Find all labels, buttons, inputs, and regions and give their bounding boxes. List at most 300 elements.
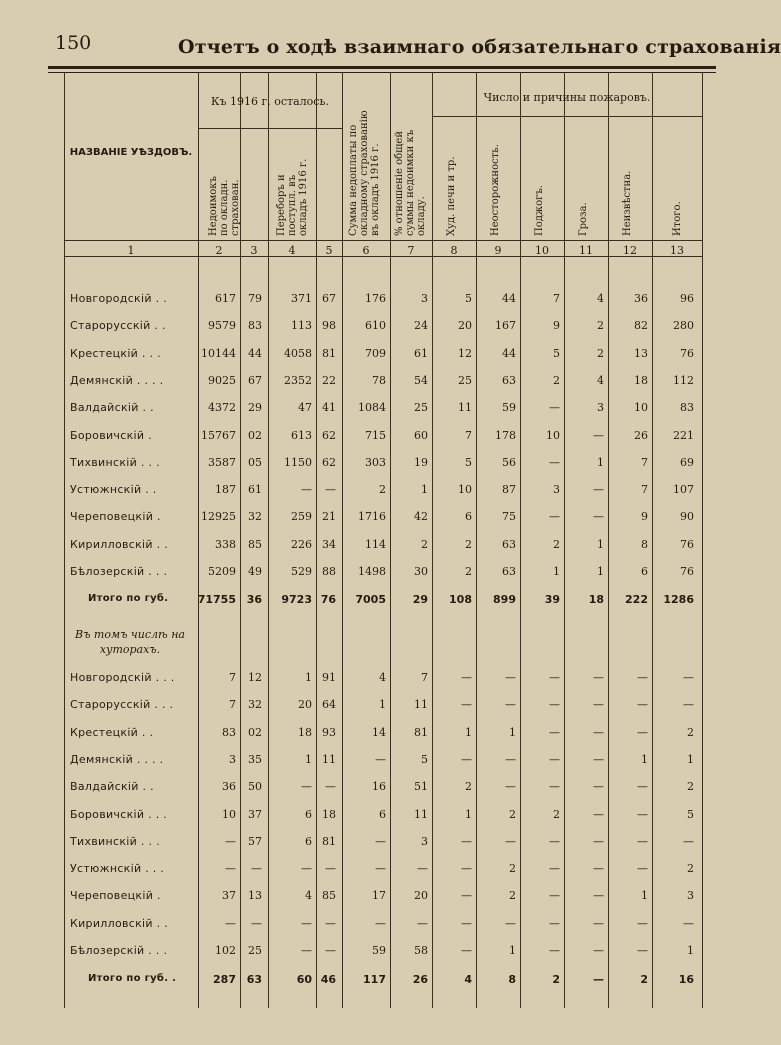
table-cell: 8 <box>508 973 516 986</box>
table-cell: — <box>461 862 472 876</box>
table-cell: 59 <box>372 944 386 957</box>
table-cell: 05 <box>248 455 262 469</box>
table-cell: 9723 <box>281 593 312 606</box>
table-cell: 81 <box>414 725 428 739</box>
table-cell: 32 <box>248 510 262 524</box>
table-row <box>0 889 716 909</box>
table-cell: — <box>251 862 262 876</box>
table-cell: 226 <box>291 537 312 551</box>
table-cell: 02 <box>248 725 262 739</box>
table-cell: 26 <box>412 973 428 986</box>
table-cell: — <box>505 698 516 712</box>
table-cell: — <box>549 862 560 876</box>
table-cell: — <box>593 510 604 524</box>
table-cell: 34 <box>322 537 336 551</box>
table-row <box>0 292 716 312</box>
table-cell: 1 <box>553 565 560 578</box>
table-cell: — <box>549 889 560 903</box>
table-cell: 50 <box>248 780 262 794</box>
table-row <box>0 319 716 339</box>
table-row <box>0 671 716 691</box>
table-cell: — <box>325 862 336 876</box>
table-cell: 75 <box>502 510 516 524</box>
table-cell: 25 <box>248 944 262 957</box>
table-cell: 114 <box>365 537 386 551</box>
table-cell: 221 <box>673 428 694 442</box>
header-otnoshenie: % отношеніе общей суммы недоимки къ окладу. <box>394 129 427 236</box>
table-cell: 90 <box>680 510 694 524</box>
top-rule <box>48 66 716 69</box>
table-cell: 1 <box>641 752 648 766</box>
table-cell: — <box>593 944 604 957</box>
table-cell: — <box>593 889 604 903</box>
table-cell: — <box>325 944 336 957</box>
table-cell: 21 <box>322 510 336 524</box>
table-cell: 79 <box>248 292 262 305</box>
table-cell: 2 <box>553 373 560 387</box>
table-cell: — <box>593 725 604 739</box>
table-row <box>0 565 716 585</box>
table-cell: 8 <box>641 537 648 551</box>
table-cell: 30 <box>414 565 428 578</box>
table-cell: 6 <box>379 807 386 821</box>
table-cell: — <box>325 780 336 794</box>
table-cell: — <box>637 862 648 876</box>
table-cell: 2 <box>465 780 472 794</box>
table-cell: 2 <box>421 537 428 551</box>
table-cell: — <box>593 698 604 712</box>
table-cell: 1498 <box>358 565 386 578</box>
table-cell: 81 <box>322 346 336 360</box>
table-cell: 22 <box>322 373 336 387</box>
table-cell: 1 <box>465 725 472 739</box>
district-name: Боровичскій . . . <box>70 807 168 821</box>
table-cell: 44 <box>248 346 262 360</box>
table-cell: 5209 <box>208 565 236 578</box>
table-cell: 2 <box>640 973 648 986</box>
table-cell: — <box>375 862 386 876</box>
table-cell: — <box>683 834 694 848</box>
table-cell: 96 <box>680 292 694 305</box>
table-cell: 36 <box>222 780 236 794</box>
table-cell: 3 <box>229 752 236 766</box>
table-row <box>0 726 716 746</box>
table-cell: 20 <box>298 698 312 712</box>
table-cell: — <box>593 834 604 848</box>
table-cell: 2 <box>509 807 516 821</box>
district-name: Кирилловскій . . <box>70 537 169 551</box>
table-cell: 37 <box>222 889 236 903</box>
table-cell: 617 <box>215 292 236 305</box>
table-cell: 3 <box>421 292 428 305</box>
table-cell: 60 <box>414 428 428 442</box>
table-cell: 25 <box>414 401 428 415</box>
table-cell: 12925 <box>201 510 236 524</box>
table-row <box>0 538 716 558</box>
table-cell: 87 <box>502 483 516 497</box>
table-cell: 7005 <box>355 593 386 606</box>
table-cell: — <box>461 671 472 684</box>
table-cell: — <box>417 916 428 930</box>
table-cell: — <box>637 834 648 848</box>
table-cell: 9 <box>641 510 648 524</box>
table-row <box>0 780 716 800</box>
table-cell: 32 <box>248 698 262 712</box>
district-name: Валдайскій . . <box>70 401 154 415</box>
header-neizv: Неизвѣстна. <box>622 170 633 236</box>
table-cell: 1 <box>597 565 604 578</box>
table-cell: 7 <box>553 292 560 305</box>
table-cell: 62 <box>322 428 336 442</box>
header-hud: Худ. печи и тр. <box>446 156 457 236</box>
table-cell: 2 <box>465 565 472 578</box>
table-cell: — <box>505 834 516 848</box>
table-cell: — <box>549 698 560 712</box>
table-cell: 2 <box>553 807 560 821</box>
table-cell: 117 <box>363 973 386 986</box>
table-cell: 5 <box>465 455 472 469</box>
table-cell: 16 <box>678 973 694 986</box>
table-cell: — <box>549 510 560 524</box>
table-cell: 10 <box>546 428 560 442</box>
table-cell: 187 <box>215 483 236 497</box>
table-cell: — <box>637 698 648 712</box>
table-cell: 69 <box>680 455 694 469</box>
table-cell: — <box>505 780 516 794</box>
table-cell: 5 <box>553 346 560 360</box>
table-cell: 3 <box>421 834 428 848</box>
table-cell: 44 <box>502 292 516 305</box>
table-cell: 2352 <box>284 373 312 387</box>
table-cell: — <box>461 698 472 712</box>
table-cell: — <box>301 916 312 930</box>
district-name: Старорусскій . . <box>70 319 166 333</box>
table-cell: — <box>549 916 560 930</box>
table-cell: — <box>251 916 262 930</box>
grid-hline <box>432 116 702 117</box>
table-cell: 2 <box>597 319 604 333</box>
table-cell: 83 <box>222 725 236 739</box>
table-cell: 02 <box>248 428 262 442</box>
table-cell: 42 <box>414 510 428 524</box>
table-cell: — <box>549 401 560 415</box>
column-number: 3 <box>250 244 258 257</box>
table-cell: 1 <box>687 944 694 957</box>
table-cell: — <box>301 944 312 957</box>
table-cell: 19 <box>414 455 428 469</box>
table-cell: 91 <box>322 671 336 684</box>
table-cell: 54 <box>414 373 428 387</box>
table-cell: 108 <box>449 593 472 606</box>
table-cell: 44 <box>502 346 516 360</box>
table-cell: 2 <box>509 889 516 903</box>
table-cell: 1 <box>305 671 312 684</box>
table-cell: — <box>375 916 386 930</box>
table-cell: 93 <box>322 725 336 739</box>
table-cell: 167 <box>495 319 516 333</box>
table-row <box>0 510 716 530</box>
table-cell: — <box>683 698 694 712</box>
table-cell: 11 <box>414 698 428 712</box>
table-cell: 2 <box>687 862 694 876</box>
table-cell: — <box>593 483 604 497</box>
table-cell: 3 <box>687 889 694 903</box>
header-nedoimok: Недоимокъ по окладн. страхован. <box>208 176 241 236</box>
table-cell: 41 <box>322 401 336 415</box>
table-cell: — <box>461 889 472 903</box>
table-cell: 60 <box>296 973 312 986</box>
table-cell: 83 <box>248 319 262 333</box>
table-cell: 63 <box>502 537 516 551</box>
table-row <box>0 429 716 449</box>
table-cell: — <box>637 780 648 794</box>
column-number: 4 <box>288 244 296 257</box>
table-cell: — <box>683 916 694 930</box>
table-cell: 4 <box>379 671 386 684</box>
district-name: Демянскій . . . . <box>70 373 164 387</box>
table-cell: — <box>225 834 236 848</box>
table-cell: 7 <box>641 455 648 469</box>
table-cell: 1084 <box>358 401 386 415</box>
district-name: Череповецкій . <box>70 889 161 903</box>
table-cell: 11 <box>458 401 472 415</box>
table-row <box>0 456 716 476</box>
table-cell: 715 <box>365 428 386 442</box>
table-cell: 4 <box>464 973 472 986</box>
table-row <box>0 835 716 855</box>
column-number: 1 <box>127 244 135 257</box>
table-cell: 2 <box>552 973 560 986</box>
district-name: Устюжнскій . . . <box>70 862 165 876</box>
column-number: 12 <box>623 244 637 257</box>
district-name: Кирилловскій . . <box>70 916 169 930</box>
table-cell: — <box>301 483 312 497</box>
table-cell: 36 <box>634 292 648 305</box>
district-name: Итого по губ. . <box>88 973 177 984</box>
table-row <box>0 347 716 367</box>
table-cell: 709 <box>365 346 386 360</box>
district-name: Старорусскій . . . <box>70 698 174 712</box>
table-cell: 1 <box>509 725 516 739</box>
table-cell: 71755 <box>197 593 236 606</box>
table-cell: 1 <box>597 455 604 469</box>
table-cell: 4372 <box>208 401 236 415</box>
table-cell: 39 <box>544 593 560 606</box>
table-cell: 18 <box>588 593 604 606</box>
table-cell: — <box>637 807 648 821</box>
table-cell: — <box>637 944 648 957</box>
table-cell: 76 <box>320 593 336 606</box>
table-cell: 9025 <box>208 373 236 387</box>
table-cell: — <box>375 834 386 848</box>
table-cell: 10 <box>634 401 648 415</box>
table-cell: 7 <box>229 671 236 684</box>
table-cell: — <box>225 916 236 930</box>
table-cell: 2 <box>465 537 472 551</box>
table-cell: 1 <box>641 889 648 903</box>
table-cell: — <box>683 671 694 684</box>
district-name: Итого по губ. <box>88 593 169 604</box>
table-cell: 4 <box>597 292 604 305</box>
table-cell: 107 <box>673 483 694 497</box>
table-cell: 24 <box>414 319 428 333</box>
table-cell: — <box>301 780 312 794</box>
table-cell: 5 <box>421 752 428 766</box>
grid-hline <box>64 240 702 241</box>
table-cell: — <box>461 916 472 930</box>
table-cell: 16 <box>372 780 386 794</box>
table-cell: 81 <box>322 834 336 848</box>
table-cell: 7 <box>641 483 648 497</box>
table-cell: 3 <box>597 401 604 415</box>
grid-hline <box>198 128 342 129</box>
table-row <box>0 401 716 421</box>
table-cell: 6 <box>305 834 312 848</box>
header-podzhog: Поджогъ. <box>534 185 545 236</box>
table-cell: 1 <box>465 807 472 821</box>
table-cell: 9579 <box>208 319 236 333</box>
table-row <box>0 917 716 937</box>
header-itogo: Итого. <box>672 201 683 236</box>
table-cell: 29 <box>248 401 262 415</box>
table-cell: 1 <box>305 752 312 766</box>
table-cell: — <box>593 807 604 821</box>
table-cell: 287 <box>213 973 236 986</box>
table-cell: 61 <box>248 483 262 497</box>
table-cell: 14 <box>372 725 386 739</box>
table-cell: 1 <box>421 483 428 497</box>
header-perebor: Переборъ и поступл. въ окладъ 1916 г. <box>276 158 309 236</box>
table-cell: 10144 <box>201 346 236 360</box>
page-title: Отчетъ о ходѣ взаимнаго обязательнаго страхованія <box>178 36 781 58</box>
table-cell: 67 <box>248 373 262 387</box>
district-name: Новгородскій . . <box>70 292 167 305</box>
table-cell: 12 <box>248 671 262 684</box>
table-cell: 7 <box>421 671 428 684</box>
table-cell: 1 <box>509 944 516 957</box>
table-cell: 20 <box>458 319 472 333</box>
district-name: Тихвинскій . . . <box>70 834 160 848</box>
table-cell: — <box>505 671 516 684</box>
table-cell: 899 <box>493 593 516 606</box>
table-cell: 10 <box>222 807 236 821</box>
table-cell: 26 <box>634 428 648 442</box>
table-cell: 3 <box>553 483 560 497</box>
table-cell: 63 <box>502 373 516 387</box>
table-cell: 10 <box>458 483 472 497</box>
table-cell: 64 <box>322 698 336 712</box>
table-cell: 82 <box>634 319 648 333</box>
table-cell: — <box>549 725 560 739</box>
table-cell: — <box>325 483 336 497</box>
table-row <box>0 808 716 828</box>
district-name: Устюжнскій . . <box>70 483 157 497</box>
total-row <box>0 973 716 993</box>
table-cell: 2 <box>687 780 694 794</box>
table-cell: 4 <box>305 889 312 903</box>
table-cell: 18 <box>634 373 648 387</box>
table-cell: — <box>549 752 560 766</box>
table-row <box>0 698 716 718</box>
table-cell: 36 <box>246 593 262 606</box>
table-cell: 2 <box>597 346 604 360</box>
table-cell: 2 <box>509 862 516 876</box>
table-cell: 12 <box>458 346 472 360</box>
column-number: 5 <box>325 244 333 257</box>
table-cell: — <box>637 725 648 739</box>
table-cell: 35 <box>248 752 262 766</box>
table-cell: — <box>593 916 604 930</box>
table-cell: 76 <box>680 346 694 360</box>
table-cell: 13 <box>634 346 648 360</box>
table-row <box>0 944 716 964</box>
table-cell: 1150 <box>284 455 312 469</box>
table-cell: 4058 <box>284 346 312 360</box>
table-cell: — <box>549 834 560 848</box>
table-cell: 83 <box>680 401 694 415</box>
table-cell: 76 <box>680 565 694 578</box>
table-cell: 98 <box>322 319 336 333</box>
table-cell: 37 <box>248 807 262 821</box>
header-neostor: Неосторожность. <box>490 144 501 236</box>
table-cell: 2 <box>379 483 386 497</box>
table-cell: — <box>593 862 604 876</box>
table-cell: — <box>325 916 336 930</box>
header-name: НАЗВАНІЕ УѢЗДОВЪ. <box>69 147 193 158</box>
table-cell: 25 <box>458 373 472 387</box>
district-name: Крестецкій . . <box>70 725 154 739</box>
table-cell: 1 <box>687 752 694 766</box>
table-cell: 61 <box>414 346 428 360</box>
table-cell: — <box>461 752 472 766</box>
table-cell: 88 <box>322 565 336 578</box>
table-cell: 371 <box>291 292 312 305</box>
table-cell: — <box>593 973 604 986</box>
table-cell: 1286 <box>663 593 694 606</box>
table-cell: 18 <box>322 807 336 821</box>
table-cell: 2 <box>553 537 560 551</box>
table-cell: 63 <box>502 565 516 578</box>
column-number: 6 <box>362 244 370 257</box>
table-cell: 67 <box>322 292 336 305</box>
table-cell: — <box>593 428 604 442</box>
table-cell: 4 <box>597 373 604 387</box>
table-cell: — <box>593 752 604 766</box>
table-cell: 303 <box>365 455 386 469</box>
table-cell: 259 <box>291 510 312 524</box>
district-name: Бѣлозерскій . . . <box>70 565 168 578</box>
district-name: Бѣлозерскій . . . <box>70 944 168 957</box>
column-number: 13 <box>670 244 684 257</box>
table-cell: 18 <box>298 725 312 739</box>
table-row <box>0 483 716 503</box>
table-cell: 59 <box>502 401 516 415</box>
table-cell: — <box>549 671 560 684</box>
table-cell: 610 <box>365 319 386 333</box>
table-cell: 113 <box>291 319 312 333</box>
table-cell: 17 <box>372 889 386 903</box>
table-cell: — <box>375 752 386 766</box>
column-number: 7 <box>407 244 415 257</box>
table-cell: 6 <box>641 565 648 578</box>
table-cell: 338 <box>215 537 236 551</box>
column-number: 9 <box>494 244 502 257</box>
table-cell: 222 <box>625 593 648 606</box>
table-cell: 1716 <box>358 510 386 524</box>
table-cell: 13 <box>248 889 262 903</box>
table-cell: 56 <box>502 455 516 469</box>
table-row <box>0 374 716 394</box>
